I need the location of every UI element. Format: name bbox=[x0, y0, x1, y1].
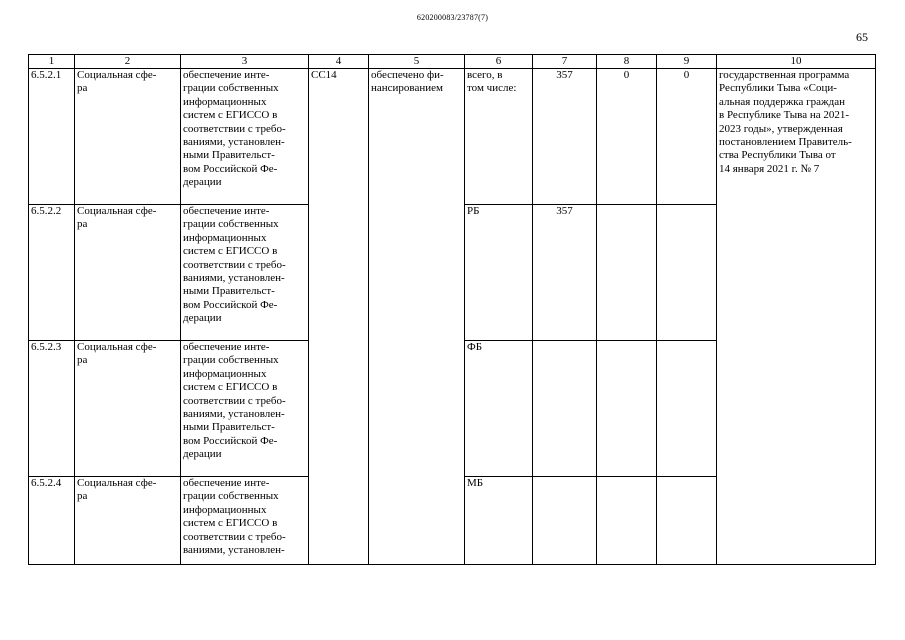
column-number: 4 bbox=[309, 55, 369, 69]
column-number: 6 bbox=[465, 55, 533, 69]
column-number: 8 bbox=[597, 55, 657, 69]
funding-source-cell: МБ bbox=[465, 477, 533, 565]
value-cell-9 bbox=[657, 477, 717, 565]
row-number: 6.5.2.4 bbox=[29, 477, 75, 565]
sphere-cell: Социальная сфе- ра bbox=[75, 477, 181, 565]
column-number: 2 bbox=[75, 55, 181, 69]
sphere-cell: Социальная сфе- ра bbox=[75, 205, 181, 341]
value-cell-7 bbox=[533, 477, 597, 565]
document-code: 620200083/23787(7) bbox=[416, 13, 489, 22]
row-number: 6.5.2.3 bbox=[29, 341, 75, 477]
value-cell-7: 357 bbox=[533, 205, 597, 341]
status-cell: обеспечено фи- нансированием bbox=[369, 69, 465, 565]
column-number: 1 bbox=[29, 55, 75, 69]
action-cell: обеспечение инте- грации собственных информационных систем с ЕГИССО в соответствии с требо- ваниями, установлен- ными Правительст- вом Российской Фе- дерации bbox=[181, 205, 309, 341]
column-number: 10 bbox=[717, 55, 876, 69]
value-cell-7: 357 bbox=[533, 69, 597, 205]
value-cell-8 bbox=[597, 477, 657, 565]
value-cell-8 bbox=[597, 205, 657, 341]
value-cell-7 bbox=[533, 341, 597, 477]
code-cell: СС14 bbox=[309, 69, 369, 565]
column-number: 7 bbox=[533, 55, 597, 69]
column-number: 5 bbox=[369, 55, 465, 69]
action-cell: обеспечение инте- грации собственных информационных систем с ЕГИССО в соответствии с требо- ваниями, установлен- bbox=[181, 477, 309, 565]
action-cell: обеспечение инте- грации собственных информационных систем с ЕГИССО в соответствии с требо- ваниями, установлен- ными Правительст- вом Российской Фе- дерации bbox=[181, 341, 309, 477]
column-number: 9 bbox=[657, 55, 717, 69]
funding-source-cell: РБ bbox=[465, 205, 533, 341]
action-cell: обеспечение инте- грации собственных информационных систем с ЕГИССО в соответствии с требо- ваниями, установлен- ными Правительст- вом Российской Фе- дерации bbox=[181, 69, 309, 205]
funding-source-cell: ФБ bbox=[465, 341, 533, 477]
value-cell-9 bbox=[657, 341, 717, 477]
value-cell-9 bbox=[657, 205, 717, 341]
program-table bbox=[28, 54, 876, 565]
page-number: 65 bbox=[856, 30, 868, 44]
sphere-cell: Социальная сфе- ра bbox=[75, 341, 181, 477]
value-cell-8 bbox=[597, 341, 657, 477]
column-number: 3 bbox=[181, 55, 309, 69]
value-cell-9: 0 bbox=[657, 69, 717, 205]
funding-source-cell: всего, в том числе: bbox=[465, 69, 533, 205]
row-number: 6.5.2.2 bbox=[29, 205, 75, 341]
table-row bbox=[29, 69, 876, 205]
column-number-row bbox=[29, 55, 876, 69]
value-cell-8: 0 bbox=[597, 69, 657, 205]
basis-cell: государственная программа Республики Тыва «Соци- альная поддержка граждан в Республике Тыва на 2021- 2023 годы», утвержденная постановлением Правитель- ства Республики Тыва от 14 января 2021 г. № 7 bbox=[717, 69, 876, 565]
sphere-cell: Социальная сфе- ра bbox=[75, 69, 181, 205]
row-number: 6.5.2.1 bbox=[29, 69, 75, 205]
